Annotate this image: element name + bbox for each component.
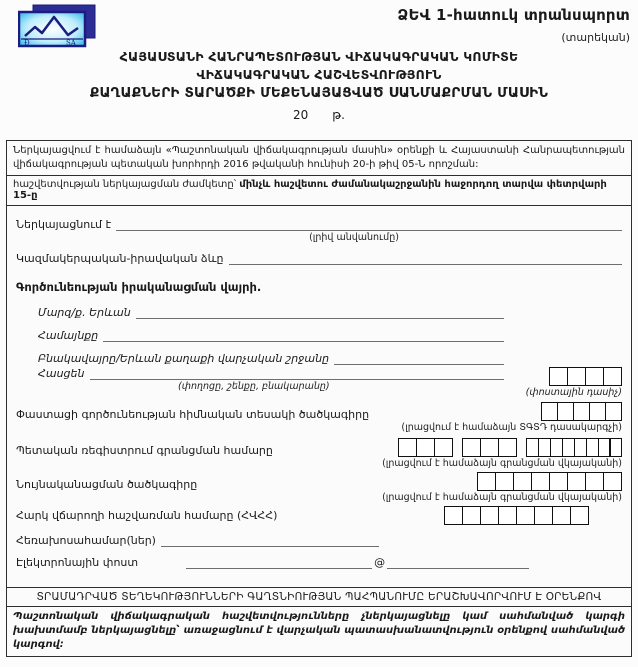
community-input-line	[103, 329, 504, 342]
email-label: Էլեկտրոնային փոստ	[16, 556, 139, 569]
email-row	[16, 556, 622, 569]
registry-hint: (լրացվում է համաձայն գրանցման վկայականի)	[382, 458, 622, 469]
community-label: Համայնքը	[38, 329, 99, 342]
region-input-line	[136, 306, 504, 319]
input-cell	[585, 367, 604, 386]
phone-input-line	[161, 534, 379, 547]
input-cell	[462, 506, 481, 525]
form-code: ՁԵՎ 1-հատուկ տրանսպորտ	[397, 6, 630, 24]
registry-number-row	[16, 438, 622, 469]
tin-label: Հարկ վճարողի հաշվառման համարը (ՀՎՀՀ)	[16, 509, 278, 522]
activity-code-row	[16, 402, 622, 433]
postal-code-hint: (փոստային դասիչ)	[525, 387, 622, 398]
report-type: ՎԻՃԱԿԱԳՐԱԿԱՆ ՀԱՇՎԵՏՎՈՒԹՅՈՒՆ	[196, 67, 442, 82]
legal-form-row	[16, 252, 622, 265]
activity-label: Փաստացի գործունեության հիմնական տեսակի ծածկագիրը	[16, 408, 370, 421]
settlement-label: Բնակավայրը/Երևան քաղաքի վարչական շրջանը	[38, 352, 330, 365]
input-cell	[549, 472, 568, 491]
registry-boxes-2	[462, 438, 517, 457]
input-cell	[549, 367, 568, 386]
address-label: Հասցեն	[38, 367, 85, 380]
input-cell	[603, 367, 622, 386]
settlement-row	[38, 352, 622, 365]
presenter-label: Ներկայացնում է	[16, 218, 112, 231]
input-cell	[534, 506, 553, 525]
input-cell	[516, 506, 535, 525]
report-title: ՔԱՂԱՔՆԵՐԻ ՏԱՐԱԾՔԻ ՄԵՔԵՆԱՅԱՑՎԱԾ ՍԱՆՄԱՔՐՄԱՆ ՄԱՍԻՆ	[89, 85, 549, 101]
legal-form-label: Կազմակերպական-իրավական ձևը	[16, 252, 224, 265]
presenter-hint: (լրիվ անվանումը)	[309, 232, 399, 243]
year-suffix: թ.	[332, 108, 345, 122]
input-cell	[480, 438, 499, 457]
input-cell	[603, 472, 622, 491]
form-fields	[7, 206, 631, 588]
year-prefix: 20	[293, 108, 309, 122]
input-cell	[462, 438, 481, 457]
presenter-input-line	[116, 218, 622, 231]
input-cell	[585, 472, 604, 491]
address-hint: (փողոցը, շենքը, բնակարանը)	[178, 381, 330, 392]
header-titles	[0, 49, 638, 122]
input-cell	[434, 438, 453, 457]
input-cell	[444, 506, 463, 525]
input-cell	[477, 472, 496, 491]
identification-code-row	[16, 472, 622, 503]
location-heading: Գործունեության իրականացման վայրի.	[16, 280, 262, 294]
form-periodicity: (տարեկան)	[561, 31, 630, 44]
input-cell	[589, 402, 606, 421]
activity-code-boxes	[541, 402, 622, 421]
legal-form-input-line	[229, 252, 623, 265]
input-cell	[609, 438, 622, 457]
email-at-symbol: @	[374, 556, 386, 569]
identification-hint: (լրացվում է համաձայն գրանցման վկայականի)	[382, 492, 622, 503]
input-cell	[567, 472, 586, 491]
activity-hint: (լրացվում է համաձայն ՏԳՏԴ դասակարգչի)	[401, 422, 622, 433]
input-cell	[513, 472, 532, 491]
registry-boxes-3	[526, 438, 622, 457]
input-cell	[531, 472, 550, 491]
address-row	[16, 367, 622, 398]
registry-boxes-1	[398, 438, 453, 457]
deadline-text	[7, 176, 631, 206]
input-cell	[498, 506, 517, 525]
deadline-bold: մինչև հաշվետու ժամանակաշրջանին հաջորդող տարվա փետրվարի 15-	[13, 179, 607, 201]
input-cell	[552, 506, 571, 525]
region-label: Մարզ/ք. Երևան	[38, 306, 131, 319]
input-cell	[567, 367, 586, 386]
input-cell	[398, 438, 417, 457]
address-input-line	[90, 367, 504, 380]
deadline-prefix: հաշվետվության ներկայացման ժամկետը՝	[13, 179, 240, 190]
community-row	[38, 329, 622, 342]
form-code-block	[397, 6, 630, 44]
phone-row	[16, 534, 622, 547]
confidentiality-guarantee: ՏՐԱՄԱԴՐՎԱԾ ՏԵՂԵԿՈՒԹՅՈՒՆՆԵՐԻ ԳԱՂՏՆԻՈՒԹՅԱՆ ՊԱՀՊԱՆՈՒՄԸ ԵՐԱՇԽԱՎՈՐՎՈՒՄ Է ՕՐԵՆՔՈՎ	[7, 588, 631, 607]
settlement-input-line	[334, 352, 504, 365]
input-cell	[557, 402, 574, 421]
identification-code-boxes	[477, 472, 622, 491]
tin-boxes	[444, 506, 589, 525]
deadline-bold-underline: ը	[31, 190, 38, 201]
registry-label: Պետական ռեգիստրում գրանցման համարը	[16, 444, 273, 457]
input-cell	[541, 402, 558, 421]
input-cell	[605, 402, 622, 421]
tin-row	[16, 506, 622, 525]
region-row	[38, 306, 622, 319]
identification-label: Նույնականացման ծածկագիրը	[16, 478, 198, 491]
form-body	[6, 140, 632, 657]
logo-right-letters: SA	[66, 39, 76, 47]
presenter-row	[16, 218, 622, 243]
email-domain-input-line	[387, 556, 529, 569]
email-local-input-line	[186, 556, 372, 569]
legal-basis-text: Ներկայացվում է համաձայն «Պաշտոնական վիճակագրության մասին» օրենքի և Հայաստանի Հանրապետության վիճակագրության պետական խորհրդի 2016 թվականի հունիսի 20-ի թիվ 05-Ն որոշման:	[7, 141, 631, 176]
year-row	[0, 108, 638, 122]
input-cell	[573, 402, 590, 421]
input-cell	[416, 438, 435, 457]
input-cell	[498, 438, 517, 457]
logo-left-letters: Ð	[24, 39, 30, 47]
liability-notice: Պաշտոնական վիճակագրական հաշվետվությունները չներկայացնելը կամ սահմանված կարգի խախտմամբ ներկայացնելը՝ առաջացնում է վարչական պատասխանատվություն օրենքով սահմանված կարգով:	[13, 611, 625, 650]
committee-name: ՀԱՅԱՍՏԱՆԻ ՀԱՆՐԱՊԵՏՈՒԹՅԱՆ ՎԻՃԱԿԱԳՐԱԿԱՆ ԿՈՄԻՏԵ	[119, 49, 519, 64]
phone-label: Հեռախոսահամար(ներ)	[16, 534, 156, 547]
input-cell	[480, 506, 499, 525]
postal-code-boxes	[549, 367, 622, 386]
armstat-logo-icon	[18, 4, 98, 48]
input-cell	[495, 472, 514, 491]
input-cell	[570, 506, 589, 525]
